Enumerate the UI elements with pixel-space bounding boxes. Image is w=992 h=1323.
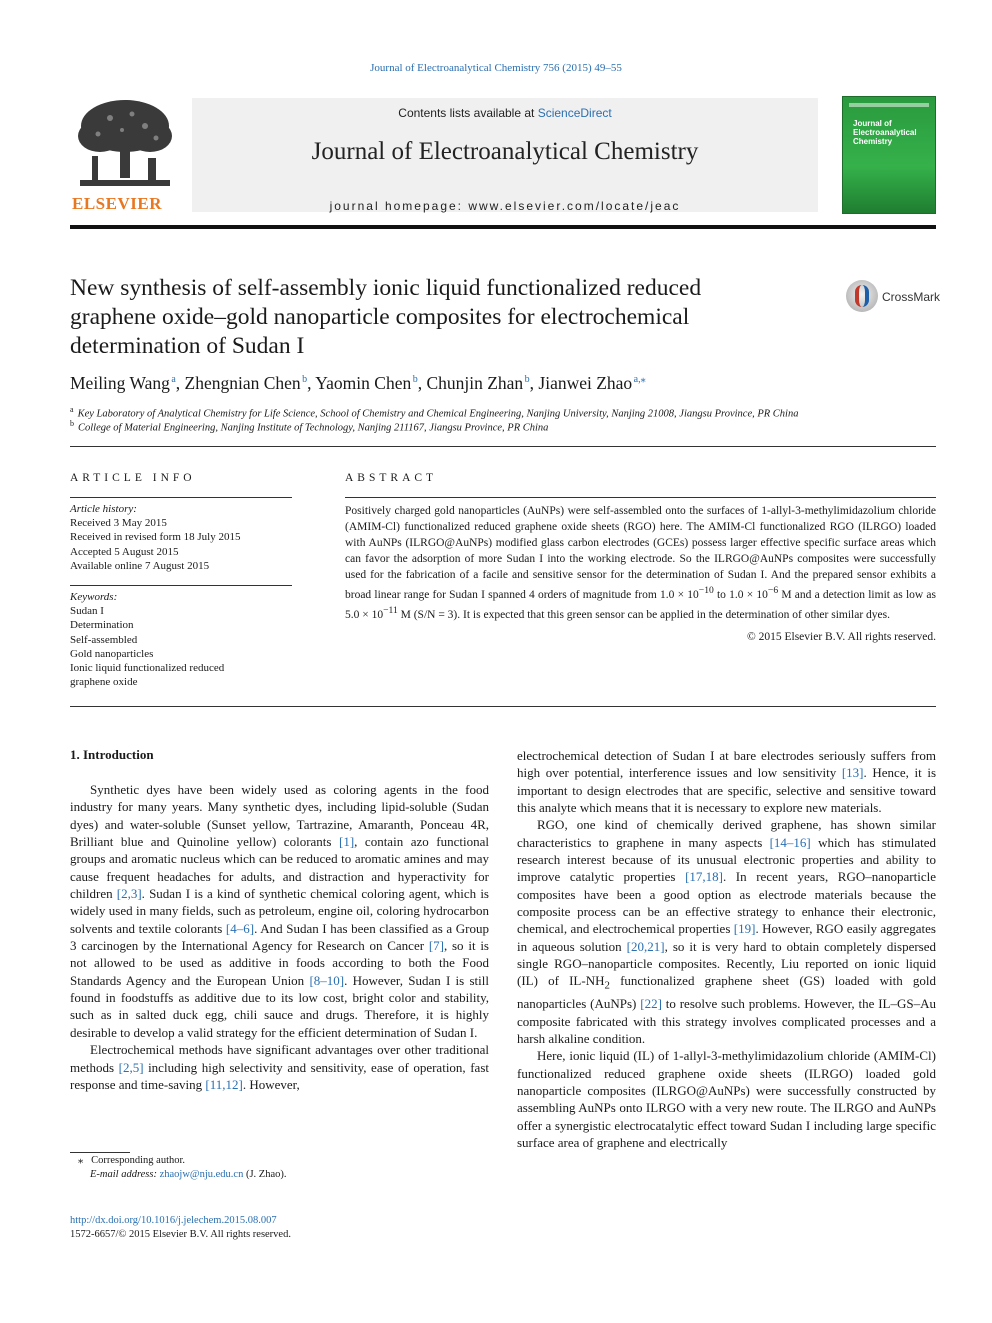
paragraph: Here, ionic liquid (IL) of 1-allyl-3-methylimidazolium chloride (AMIM-Cl) functionalized reduced graphene oxide sheets (ILRGO) loaded gold nanoparticle composites (ILRGO@AuNPs) were successfully constructed by assembling AuNPs onto ILRGO with a very new route. The ILRGO and AuNPs offer a synergistic electrocatalytic effect toward Sudan I including large specific surface area of graphene and electrically [517, 1048, 936, 1151]
author-name[interactable]: Zhengnian Chen [184, 373, 301, 393]
paragraph: electrochemical detection of Sudan I at bare electrodes seriously suffers from high over potential, interference issues and low sensitivity [13]. Hence, it is important to design electrodes that are specific, selective and sensitive toward this analyte which means that it is necessary to explore new materials. [517, 748, 937, 816]
contents-line [192, 106, 818, 120]
article-history [70, 502, 292, 573]
section-heading-introduction: 1. Introduction [70, 747, 154, 762]
crossmark-label: CrossMark [882, 290, 941, 304]
crossmark-icon [846, 280, 878, 312]
author-name[interactable]: Jianwei Zhao [538, 373, 633, 393]
journal-homepage[interactable]: journal homepage: www.elsevier.com/locate/jeac [329, 199, 681, 213]
author-name[interactable]: Meiling Wang [70, 373, 170, 393]
keyword: Sudan I [70, 605, 104, 618]
affiliation-mark: a [70, 405, 74, 414]
doi-link[interactable]: http://dx.doi.org/10.1016/j.jelechem.2015.08.007 [70, 1215, 277, 1226]
sciencedirect-link[interactable]: ScienceDirect [537, 106, 612, 120]
author-affil-mark[interactable]: a [171, 374, 176, 386]
body-column-left [70, 781, 489, 1093]
crossmark-badge[interactable] [846, 280, 946, 318]
affiliation-a [70, 405, 936, 420]
author-affil-mark[interactable]: b [302, 374, 308, 386]
cover-title: Journal of Electroanalytical Chemistry [853, 119, 917, 146]
citation-link[interactable]: [22] [640, 996, 662, 1012]
divider [70, 585, 292, 586]
citation-link[interactable]: [4–6] [225, 920, 255, 936]
article-info-heading: ARTICLE INFO [70, 472, 196, 484]
history-item: Available online 7 August 2015 [70, 559, 210, 572]
abstract-text: Positively charged gold nanoparticles (AuNPs) were self-assembled onto the surfaces of 1-allyl-3-methylimidazolium chloride (AMIM-Cl) functionalized reduced graphene oxide sheets (RGO) here. The AMIM-Cl functionalized RGO (ILRGO) loaded with AuNPs (ILRGO@AuNPs) modified glass carbon electrodes (GCEs) possess larger effective specific surface areas which can favor the adsorption of more Sudan I into the working electrode. So the ILRGO@AuNPs composites were successfully used for the fabrication of a facile and sensitive sensor for the determination of Sudan I. And the prepared sensor exhibits a broad linear range for Sudan I spanned 4 orders of magnitude from $1.0 \times 10^{-10}$ to $1.0 \times 10^{-6}$ M and a detection limit as low as $5.0 \times 10^{-11}$ M (S/N = 3). It is expected that this green sensor can be applied in the determination of other similar dyes. [345, 505, 936, 622]
citation-link[interactable]: [17,18] [685, 869, 723, 885]
citation-link[interactable]: [2,5] [118, 1059, 144, 1075]
divider [70, 706, 936, 707]
keywords-label: Keywords: [70, 591, 118, 603]
journal-title: Journal of Electroanalytical Chemistry [311, 138, 699, 165]
divider [70, 446, 936, 447]
keyword: Self-assembled [70, 633, 138, 646]
elsevier-logo [70, 96, 180, 214]
contents-prefix: Contents lists available at [398, 106, 538, 120]
affiliation-text: College of Material Engineering, Nanjing Institute of Technology, Nanjing 211167, Jiangsu Province, PR China [78, 422, 549, 434]
citation-link[interactable]: [7] [428, 938, 444, 954]
history-item: Received 3 May 2015 [70, 517, 167, 530]
citation-link[interactable]: [1] [338, 834, 355, 850]
email-link[interactable]: zhaojw@nju.edu.cn [159, 1169, 244, 1180]
keyword: graphene oxide [70, 676, 138, 689]
elsevier-wordmark: ELSEVIER [72, 194, 162, 213]
body-column-right [517, 747, 936, 1152]
issn-line: 1572-6657/© 2015 Elsevier B.V. All rights reserved. [70, 1229, 291, 1240]
citation-link[interactable]: [20,21] [626, 938, 665, 954]
author-affil-mark[interactable]: b [412, 374, 418, 386]
keywords [70, 590, 292, 689]
corresponding-author-note: ⁎ Corresponding author. [78, 1155, 186, 1166]
keyword: Determination [70, 619, 134, 632]
paragraph: RGO, one kind of chemically derived graphene, has shown similar characteristics to graphene in many aspects [14–16] which has stimulated research interest because of its unusual electronic properties and ability to improve catalytic properties [17,18]. In recent years, RGO–nanoparticle composites have been a good option as electrode materials because the composite process can be an effective strategy to enhance their electronic, chemical, and electrochemical properties [19]. However, RGO easily aggregates in aqueous solution [20,21], so it is very hard to obtain completely dispersed single RGO–nanoparticle composites. Recently, Liu reported on ionic liquid (IL) of $IL-NH_2$ functionalized graphene sheet (GS) loaded with gold nanoparticles (AuNPs) [22] to resolve such problems. However, the IL–GS–Au composite fabricated with this strategy involves complicated processes and a harsh alkaline condition. [517, 817, 936, 1047]
keyword: Gold nanoparticles [70, 647, 154, 660]
journal-banner [192, 98, 818, 212]
author-list: Meiling Wang $^a$, Zhengnian Chen $^b$, Yaomin Chen $^b$, Chunjin Zhan $^b$, Jianwei Zhao $^{a,⁎}$ [70, 373, 646, 393]
divider [70, 497, 292, 498]
citation-link[interactable]: [19] [733, 921, 756, 937]
author-name[interactable]: Yaomin Chen [315, 373, 412, 393]
paragraph: Electrochemical methods have significant advantages over other traditional methods [2,5] including high selectivity and sensitivity, ease of operation, fast response and time-saving [11,12]. However, [70, 1042, 489, 1092]
author-name[interactable]: Chunjin Zhan [426, 373, 524, 393]
abstract-copyright: © 2015 Elsevier B.V. All rights reserved. [747, 631, 936, 643]
affiliation-b [70, 419, 936, 434]
history-label: Article history: [70, 503, 137, 515]
citation-link[interactable]: [8–10] [309, 972, 345, 988]
masthead [70, 96, 936, 214]
citation-link[interactable]: [14–16] [769, 834, 811, 850]
elsevier-tree-icon [70, 96, 180, 192]
divider [345, 497, 936, 498]
email-note: E-mail address: zhaojw@nju.edu.cn (J. Zhao). [90, 1169, 287, 1180]
abstract-heading: ABSTRACT [345, 472, 438, 484]
author-affil-mark[interactable]: a,⁎ [633, 374, 646, 386]
citation-link[interactable]: [2,3] [116, 886, 142, 902]
keyword: Ionic liquid functionalized reduced [70, 662, 225, 675]
affiliation-text: Key Laboratory of Analytical Chemistry for Life Science, School of Chemistry and Chemical Engineering, Nanjing University, Nanjing 21008, Jiangsu Province, PR China [77, 408, 799, 420]
article-title: New synthesis of self-assembly ionic liquid functionalized reduced graphene oxide–gold nanoparticle composites for electrochemical determination of Sudan I [70, 275, 702, 359]
cover-bar [849, 103, 929, 107]
affiliation-mark: b [70, 419, 74, 428]
history-item: Received in revised form 18 July 2015 [70, 531, 241, 544]
journal-cover-thumbnail [842, 96, 936, 214]
footnote-divider [70, 1152, 130, 1153]
history-item: Accepted 5 August 2015 [70, 545, 179, 558]
citation-link[interactable]: [13] [841, 765, 864, 781]
author-affil-mark[interactable]: b [524, 374, 530, 386]
citation-link[interactable]: [11,12] [205, 1076, 243, 1092]
header-divider [70, 225, 936, 229]
journal-citation-link[interactable]: Journal of Electroanalytical Chemistry 756 (2015) 49–55 [370, 62, 622, 74]
paragraph: Synthetic dyes have been widely used as coloring agents in the food industry for many years. Many synthetic dyes, including lipid-soluble (Sudan dyes) and water-soluble (Sunset yellow, Tartrazine, Amaranth, Ponceau 4R, Brilliant blue and Quinoline yellow) colorants [1], contain azo functional groups and aromatic nucleus which can be reduced to aromatic amines and may cause frequent headaches for adults, and distraction and hyperactivity for children [2,3]. Sudan I is a kind of synthetic chemical coloring agent, which is widely used in many fields, such as petroleum, engine oil, coloring hydrocarbon solvents and textile colorants [4–6]. And Sudan I has been classified as a Group 3 carcinogen by the International Agency for Research on Cancer [7], so it is not allowed to be used as additive in foods according to both the Food Standards Agency and the European Union [8–10]. However, Sudan I is still found in foodstuffs as additive due to its low cost, bright color and stability, such as in salted duck egg, chili sauce and drugs. Therefore, it is highly desirable to develop a valid strategy for the efficient determination of Sudan I. [70, 782, 489, 1040]
